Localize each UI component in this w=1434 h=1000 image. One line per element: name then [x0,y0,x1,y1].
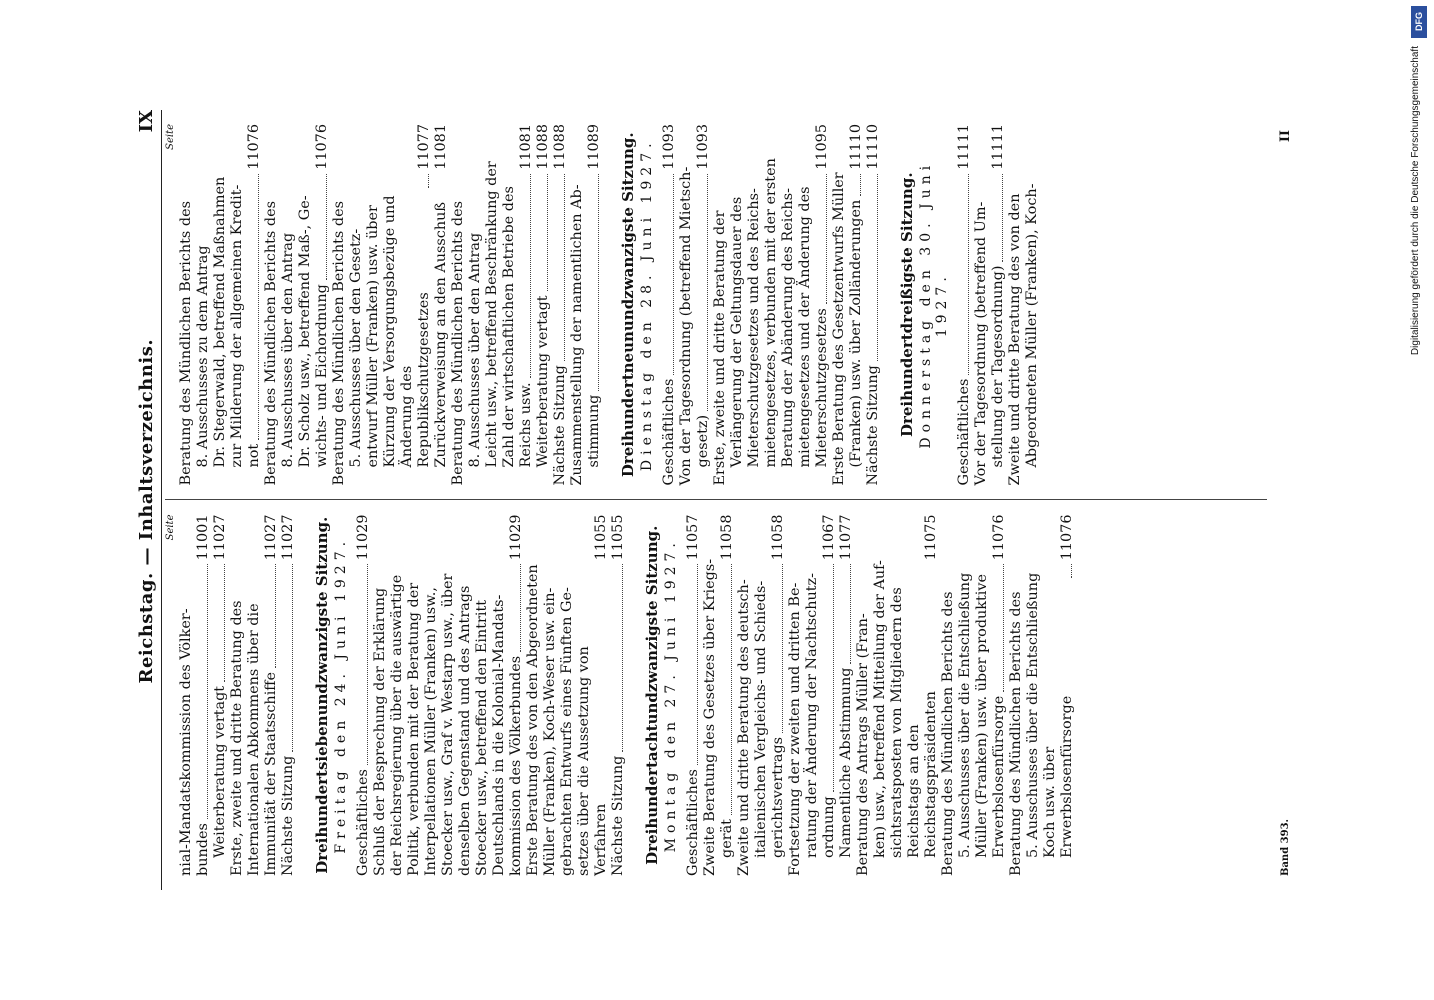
session-heading: Dreihundertneunundzwanzigste Sitzung. [619,132,637,478]
toc-entry [763,124,780,486]
entry-text: Erwerbslosenfürsorge [991,695,1007,858]
toc-entry [814,124,831,486]
toc-entry [450,124,467,486]
rotated-page [117,70,1317,930]
entry-text: Beratung des Mündlichen Berichts des [331,201,347,486]
entry-text: (Franken) usw. über Zolländerungen [848,199,864,468]
running-header [127,110,162,890]
page-reference: 11076 [1059,514,1075,561]
toc-entry [525,515,542,877]
dot-leader [367,564,368,765]
left-column [165,501,1267,891]
entry-text: Beratung des Mündlichen Berichts des [940,591,956,876]
toc-entry [940,515,957,877]
toc-entry [855,515,872,877]
toc-entry [263,515,280,877]
entry-text: gerät [719,819,735,858]
toc-entry [178,124,195,486]
entry-text: Vor der Tagesordnung (betreffend Um- [973,201,989,486]
entry-text: Erste Beratung des von den Abgeordneten [525,564,541,876]
entry-text: gerichtsvertrags [770,736,786,858]
toc-entry [433,124,450,486]
session-date: Freitag den 24. Juni 1927. [333,536,349,854]
entry-text: Geschäftliches [685,769,701,876]
entry-text: Geschäftliches [661,378,677,486]
entry-text: kommission des Völkerbundes [508,655,524,876]
entry-text: Abgeordneten Müller (Franken), Koch- [1024,183,1040,468]
toc-entry [838,515,855,877]
page-reference: 11081 [433,124,449,170]
entry-text: Deutschlands in die Kolonial-Mandats- [491,594,507,876]
entry-text: Änderung des Republikschutzgesetzes [399,292,432,468]
entry-text: Beratung des Antrags Müller (Fran- [855,613,871,876]
page-title: Reichstag. — Inhaltsverzeichnis. [136,338,157,684]
toc-entry [956,124,973,486]
toc-entry [229,515,246,877]
entry-text: Leicht usw., betreffend Beschränkung der [484,161,500,468]
toc-entry [212,124,229,486]
entry-text: Nächste Sitzung [280,755,296,876]
toc-entry [280,515,297,877]
toc-entry [348,124,365,486]
signature-mark: II [1278,130,1293,143]
toc-entry [195,124,212,486]
toc-entry [1007,124,1024,486]
toc-entry [195,515,212,877]
toc-entry [780,124,797,486]
dot-leader [622,564,623,751]
toc-entry [399,124,433,486]
entry-text: mietengesetzes, verbunden mit der ersten [763,158,779,468]
dot-leader [1003,564,1004,691]
right-column [165,110,1267,500]
toc-entry [770,515,787,877]
entry-text: Zweite und dritte Beratung des deutsch- [736,579,752,876]
session-date: Montag den 27. Juni 1927. [663,538,679,853]
entry-text: Erste, zweite und dritte Beratung der [712,210,728,486]
page-reference: 11067 [821,514,837,561]
entry-text: Erste, zweite und dritte Beratung des [229,600,245,876]
toc-entry [518,124,535,486]
toc-entry [229,124,246,486]
toc-entry [906,515,940,877]
dot-leader [850,564,851,663]
dot-leader [275,564,276,668]
toc-entry [661,124,678,486]
toc-entry [440,515,457,877]
session-heading: Dreihundertsiebenundzwanzigste Sitzung. [313,516,331,874]
toc-entry [1025,515,1042,877]
toc-entry [280,124,297,486]
entry-text: Stoecker usw., Graf v. Westarp usw., über [440,573,456,876]
entry-text: Koch usw. über Erwerbslosenfürsorge [1042,695,1075,858]
dot-leader [697,564,698,765]
seite-label: Seite [165,514,176,541]
page-reference: 11027 [212,514,228,561]
entry-text: Von der Tagesordnung (betreffend Mietsch- [678,166,694,486]
entry-text: 8. Ausschusses über den Antrag [280,232,296,468]
toc-entry [263,124,280,486]
entry-text: Reichstags an den Reichstagspräsidenten [906,691,939,858]
entry-text: Beratung des Mündlichen Berichts des [263,201,279,486]
dot-leader [1002,174,1003,262]
entry-text: setzes über die Aussetzung von Verfahren [576,646,609,876]
entry-text: Müller (Franken) usw. über produktive [974,573,990,858]
toc-entry [973,124,990,486]
dot-leader [564,174,565,361]
entry-text: 5. Ausschusses über die Entschließung [1025,572,1041,858]
toc-entry [365,124,382,486]
dot-leader [258,174,259,440]
entry-text: italienischen Vergleichs- und Schieds- [753,580,769,858]
dot-leader [598,174,599,391]
page-reference: 11058 [770,514,786,561]
page-reference: 11057 [685,514,701,561]
toc-entry [1008,515,1025,877]
toc-entry [821,515,838,877]
toc-entry [559,515,576,877]
toc-entry [610,515,627,877]
entry-text: Beratung des Mündlichen Berichts des [1008,591,1024,876]
toc-entry [246,515,263,877]
toc-entry [382,124,399,486]
entry-text: 5. Ausschusses über den Gesetz- [348,228,364,468]
entry-text: gesetz) [695,414,711,468]
page-reference: 11111 [956,124,972,170]
entry-text: gebrachten Entwurfs eines Fünften Ge- [559,587,575,876]
page-reference: 11093 [695,124,711,170]
toc-entry [685,515,702,877]
toc-entry [586,124,603,486]
toc-entry [990,124,1007,486]
dot-leader [207,564,208,819]
entry-text: Beratung der Abänderung des Reichs- [780,188,796,468]
entry-text: Fortsetzung der zweiten und dritten Be- [787,582,803,876]
toc-entry [569,124,586,486]
entry-text: Kürzung der Versorgungsbezüge und [382,195,398,468]
page-reference: 11095 [814,124,830,170]
toc-entry [974,515,991,877]
toc-entry [736,515,753,877]
toc-entry [729,124,746,486]
entry-text: Nächste Sitzung [610,755,626,876]
toc-entry [389,515,406,877]
toc-entry [501,124,518,486]
toc-entry [457,515,474,877]
dot-leader [707,174,708,411]
entry-text: zur Milderung der allgemeinen Kredit- [229,184,245,468]
funding-credit: Digitalisierung gefördert durch die Deutsche Forschungsgemeinschaft [1410,46,1421,356]
toc-entry [314,124,331,486]
toc-entry [576,515,610,877]
entry-text: stellung der Tagesordnung) [990,265,1006,468]
entry-text: bundes [195,823,211,876]
page-reference: 11088 [535,124,551,170]
dot-leader [968,174,969,375]
entry-text: Stoecker usw., betreffend den Eintritt [474,599,490,876]
page-reference: 11088 [552,124,568,170]
toc-entry [719,515,736,877]
toc-entry [467,124,484,486]
toc-entry [331,124,348,486]
entry-text: wichts- und Eichordnung [314,284,330,468]
toc-entry [746,124,763,486]
session-date: Dienstag den 28. Juni 1927. [639,138,655,472]
entry-text: Geschäftliches [956,378,972,486]
toc-entry [178,515,195,877]
dot-leader [224,564,225,682]
entry-text: Mieterschutzgesetzes [814,308,830,468]
toc-entry [406,515,423,877]
toc-entry [1042,515,1076,877]
toc-entry [804,515,821,877]
toc-entry [848,124,865,486]
dot-leader [1071,564,1072,578]
toc-entry [889,515,906,877]
page-reference: 11029 [355,514,371,561]
toc-entry [991,515,1008,877]
dfg-logo-icon: DFG [1411,6,1427,38]
entry-text: Schluß der Besprechung der Erklärung [372,587,388,876]
entry-text: Beratung des Mündlichen Berichts des [450,201,466,486]
toc-entry [372,515,389,877]
dot-leader [860,174,861,196]
toc-entry [787,515,804,877]
toc-entry [246,124,263,486]
toc-entry [831,124,848,486]
dot-leader [826,174,827,304]
toc-entry [297,124,314,486]
page-reference: 11076 [991,514,1007,561]
toc-columns [165,110,1267,890]
entry-text: not [246,443,262,468]
band-label: Band 393. [1280,818,1291,876]
entry-text: der Reichsregierung über die auswärtige [389,574,405,876]
entry-text: Beratung des Mündlichen Berichts des [178,201,194,486]
entry-text: 8. Ausschusses über den Antrag [467,232,483,468]
toc-entry [355,515,372,877]
page-reference: 11055 [610,514,626,561]
dot-leader [292,564,293,751]
dot-leader [520,564,521,652]
toc-entry [474,515,491,877]
entry-text: Zweite Beratung des Gesetzes über Kriegs- [702,558,718,876]
entry-text: Immunität der Staatsschiffe [263,671,279,876]
entry-text: Politik, verbunden mit der Beratung der [406,582,422,876]
entry-text: Nächste Sitzung [552,365,568,486]
entry-text: Nächste Sitzung [865,365,881,486]
toc-entry [491,515,508,877]
session-date: Donnerstag den 30. Juni 1927. [918,160,950,449]
dot-leader [547,174,548,292]
digitization-sidebar [1408,6,1430,996]
page-number: IX [136,110,157,133]
entry-text: Mieterschutzgesetzes und des Reichs- [746,188,762,468]
toc-entry [542,515,559,877]
page-reference: 11077 [416,124,432,170]
dot-leader [731,564,732,815]
entry-text: Weiterberatung vertagt [535,295,551,468]
entry-text: stimmung [586,394,602,468]
entry-text: 8. Ausschusses zu dem Antrag [195,245,211,468]
entry-text: 5. Ausschusses über die Entschließung [957,572,973,858]
entry-text: ordnung [821,796,837,858]
session-heading: Dreihundertdreißigste Sitzung. [898,172,916,438]
entry-text: Namentliche Abstimmung [838,667,854,858]
page-reference: 11076 [246,124,262,170]
toc-entry [508,515,525,877]
entry-text: Weiterberatung vertagt [212,685,228,858]
seite-label: Seite [165,124,176,150]
page-reference: 11029 [508,514,524,561]
page-reference: 11058 [719,514,735,561]
entry-text: Geschäftliches [355,769,371,876]
dot-leader [673,174,674,375]
toc-entry [797,124,814,486]
page-reference: 11081 [518,124,534,170]
toc-entry [1024,124,1041,486]
entry-text: Zusammenstellung der namentlichen Ab- [569,184,585,486]
dot-leader [877,174,878,361]
page-reference: 11110 [865,124,881,170]
toc-entry [678,124,695,486]
page-reference: 11089 [586,124,602,170]
entry-text: Interpellationen Müller (Franken) usw., [423,587,439,876]
dot-leader [530,174,531,379]
entry-text: nial-Mandatskommission des Völker- [178,608,194,876]
dot-leader [428,174,429,188]
entry-text: Dr. Scholz usw., betreffend Maß-, Ge- [297,195,313,468]
toc-entry [695,124,712,486]
page-reference: 11001 [195,514,211,561]
page-reference: 11111 [990,124,1006,170]
toc-entry [872,515,889,877]
toc-entry [484,124,501,486]
entry-text: Reichs usw. [518,382,534,468]
toc-entry [212,515,229,877]
page-reference: 11027 [280,514,296,561]
page-reference: 11076 [314,124,330,170]
entry-text: sichtsratsposten von Mitgliedern des [889,587,905,858]
toc-entry [423,515,440,877]
page-reference: 11093 [661,124,677,170]
toc-entry [702,515,719,877]
entry-text: mietengesetzes und der Änderung des [797,186,813,468]
toc-entry [957,515,974,877]
dot-leader [833,564,834,792]
toc-entry [753,515,770,877]
entry-text: Zurückverweisung an den Ausschuß [433,202,449,468]
entry-text: Zahl der wirtschaftlichen Betriebe des [501,186,517,468]
toc-entry [552,124,569,486]
entry-text: entwurf Müller (Franken) usw. über [365,205,381,468]
dot-leader [326,174,327,280]
entry-text: Erste Beratung des Gesetzentwurfs Müller [831,172,847,486]
entry-text: Verlängerung der Geltungsdauer des [729,196,745,468]
page-reference: 11027 [263,514,279,561]
page-reference: 11075 [923,514,939,561]
session-heading: Dreihundertachtundzwanzigste Sitzung. [643,525,661,865]
page-reference: 11055 [593,514,609,561]
entry-text: denselben Gegenstand und des Antrags [457,585,473,876]
entry-text: Internationalen Abkommens über die [246,603,262,876]
entry-text: Dr. Stegerwald, betreffend Maßnahmen [212,176,228,468]
entry-text: ken) usw., betreffend Mitteilung der Auf- [872,560,888,858]
page-reference: 11110 [848,124,864,170]
dot-leader [782,564,783,733]
entry-text: Müller (Franken), Koch-Weser usw. ein- [542,587,558,876]
entry-text: Zweite und dritte Beratung des von den [1007,193,1023,486]
toc-entry [712,124,729,486]
entry-text: ratung der Änderung der Nachtschutz- [804,572,820,858]
toc-entry [865,124,882,486]
page-reference: 11077 [838,514,854,561]
toc-entry [535,124,552,486]
